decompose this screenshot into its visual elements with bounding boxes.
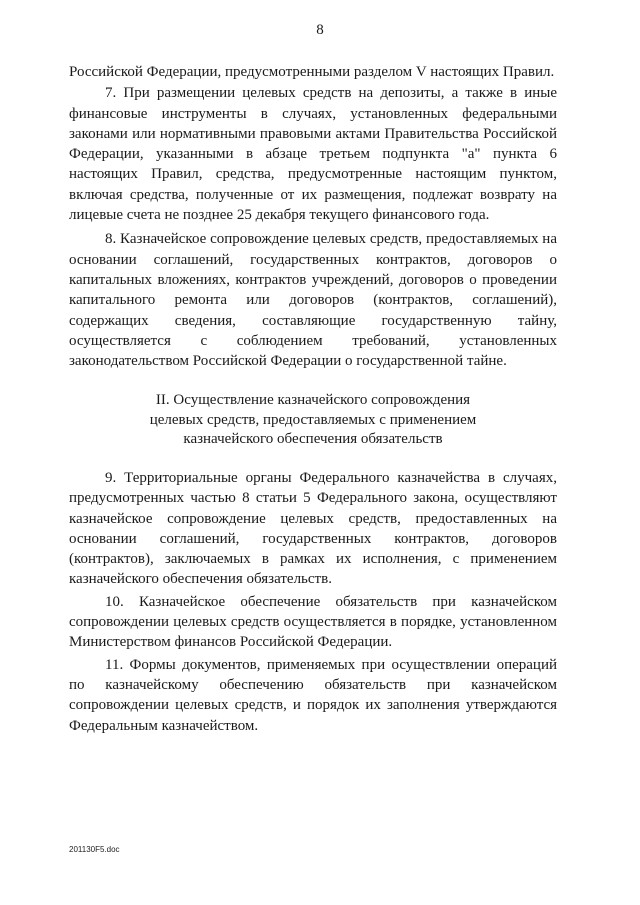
section-heading-line-1: II. Осуществление казначейского сопровождения	[155, 392, 471, 409]
section-heading-line-2: целевых средств, предоставляемых с применением	[149, 411, 477, 428]
footer-document-code: 201130F5.doc	[69, 845, 120, 854]
paragraph-8: 8. Казначейское сопровождение целевых средств, предоставляемых на основании соглашений, государственных контрактов, договоров о капитальных вложениях, контрактов учреждений, договоров о проведении капитального ремонта или договоров (контрактов, соглашений), содержащих сведения, составляющие государственную тайну, осуществляется с соблюдением требований, установленных законодательством Российской Федерации о государственной тайне.	[69, 231, 557, 370]
document-body	[69, 62, 557, 736]
section-heading-line-3: казначейского обеспечения обязательств	[183, 431, 443, 448]
section-heading	[69, 391, 557, 450]
paragraph-7: 7. При размещении целевых средств на депозиты, а также в иные финансовые инструменты в случаях, установленных федеральными законами или нормативными правовыми актами Правительства Российской Федерации, указанными в абзаце третьем подпункта "а" пункта 6 настоящих Правил, средства, предусмотренные настоящим пунктом, включая средства, полученные от их размещения, подлежат возврату на лицевые счета не позднее 25 декабря текущего финансового года.	[69, 85, 557, 224]
paragraph-11: 11. Формы документов, применяемых при осуществлении операций по казначейскому обеспечению обязательств при казначейском сопровождении целевых средств, и порядок их заполнения утверждаются Федеральным казначейством.	[69, 656, 557, 734]
intro-paragraph: Российской Федерации, предусмотренными разделом V настоящих Правил.	[69, 64, 555, 80]
page-number: 8	[316, 22, 324, 38]
paragraph-9: 9. Территориальные органы Федерального казначейства в случаях, предусмотренных частью 8 статьи 5 Федерального закона, осуществляют казначейское сопровождение целевых средств, предоставленных на основании соглашений, государственных контрактов, договоров (контрактов), заключаемых в рамках их исполнения, с применением казначейского обеспечения обязательств.	[69, 469, 557, 588]
paragraph-10: 10. Казначейское обеспечение обязательств при казначейском сопровождении целевых средств осуществляется в порядке, установленном Министерством финансов Российской Федерации.	[69, 593, 557, 651]
